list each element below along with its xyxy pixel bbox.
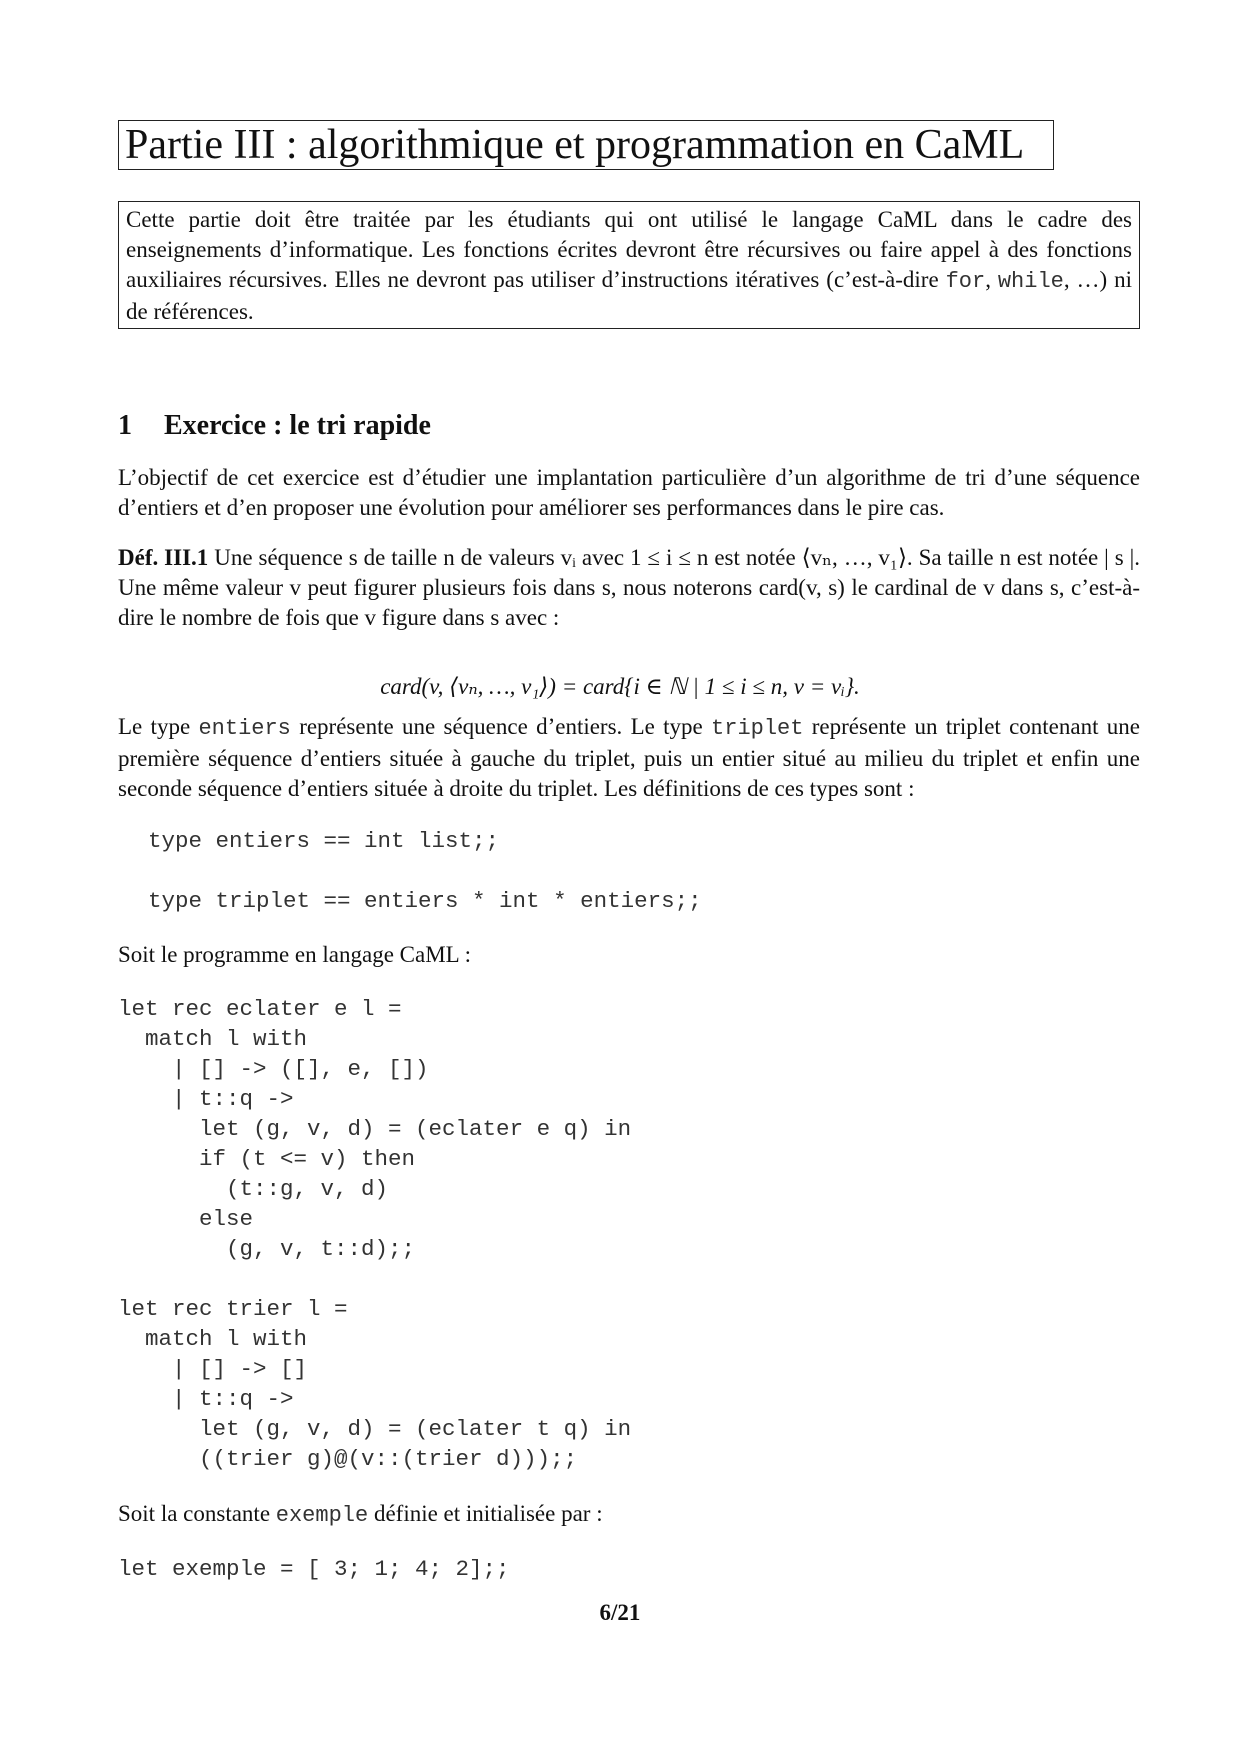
definition-label: Déf. III.1	[118, 545, 209, 570]
code-eclater: let rec eclater e l = match l with | [] -> ([], e, []) | t::q -> let (g, v, d) = (eclater e q) in if (t <= v) then (t::g, v, d) else (g, v, t::d);;	[118, 996, 632, 1262]
intro-box	[118, 201, 1140, 329]
paragraph-exemple	[118, 1499, 1140, 1531]
intro-code-while: while	[997, 269, 1064, 294]
types-text-3: représente un triplet contenant une première séquence d’entiers située à gauche du triplet, puis un entier situé au milieu du triplet et enfin une seconde séquence d’entiers située à droite du triplet. Les définitions de ces types sont :	[118, 714, 1140, 801]
definition-paragraph	[118, 543, 1140, 633]
intro-text: Cette partie doit être traitée par les étudiants qui ont utilisé le langage CaML dans le cadre des enseignements d’informatique. Les fonctions écrites devront être récursives ou faire appel à des fonctions auxiliaires récursives. Elles ne devront pas utiliser d’instructions itératives (c’est-à-dire	[126, 207, 1132, 292]
intro-text-end: , …) ni de références.	[126, 267, 1133, 324]
section-number: 1	[118, 410, 132, 441]
exemple-text-2: définie et initialisée par :	[368, 1501, 603, 1526]
code-trier: let rec trier l = match l with | [] -> [] | t::q -> let (g, v, d) = (eclater t q) in ((trier g)@(v::(trier d)));;	[118, 1296, 632, 1472]
section-heading	[118, 408, 431, 444]
types-text-2: représente une séquence d’entiers. Le type	[290, 714, 712, 739]
definition-text: Une séquence s de taille n de valeurs vᵢ avec 1 ≤ i ≤ n est notée ⟨vₙ, …, v₁⟩. Sa taille n est notée | s |. Une même valeur v peut figurer plusieurs fois dans s, nous noterons card(v, s) le cardinal de v dans s, c’est-à-dire le nombre de fois que v figure dans s avec :	[118, 545, 1140, 630]
exemple-text-1: Soit la constante	[118, 1501, 276, 1526]
section-title: Exercice : le tri rapide	[164, 410, 431, 441]
paragraph-objective: L’objectif de cet exercice est d’étudier une implantation particulière d’un algorithme de tri d’une séquence d’entiers et d’en proposer une évolution pour améliorer ses performances dans le pire cas.	[118, 465, 1140, 520]
part-title: Partie III : algorithmique et programmation en CaML	[118, 120, 1054, 170]
page-number: 6/21	[599, 1600, 641, 1625]
type-definition-entiers: type entiers == int list;;	[148, 828, 500, 854]
intro-sep: ,	[985, 267, 998, 292]
paragraph-types	[118, 712, 1140, 804]
code-exemple-name: exemple	[275, 1503, 369, 1528]
paragraph-programme: Soit le programme en langage CaML :	[118, 942, 471, 967]
code-exemple: let exemple = [ 3; 1; 4; 2];;	[118, 1556, 510, 1582]
types-text-1: Le type	[118, 714, 199, 739]
code-entiers: entiers	[198, 716, 291, 741]
code-triplet: triplet	[711, 716, 804, 741]
type-definition-triplet: type triplet == entiers * int * entiers;;	[148, 888, 702, 914]
card-formula: card(v, ⟨vₙ, …, v₁⟩) = card{i ∈ ℕ | 1 ≤ i ≤ n, v = vᵢ}.	[380, 674, 860, 699]
intro-code-for: for	[945, 269, 986, 294]
